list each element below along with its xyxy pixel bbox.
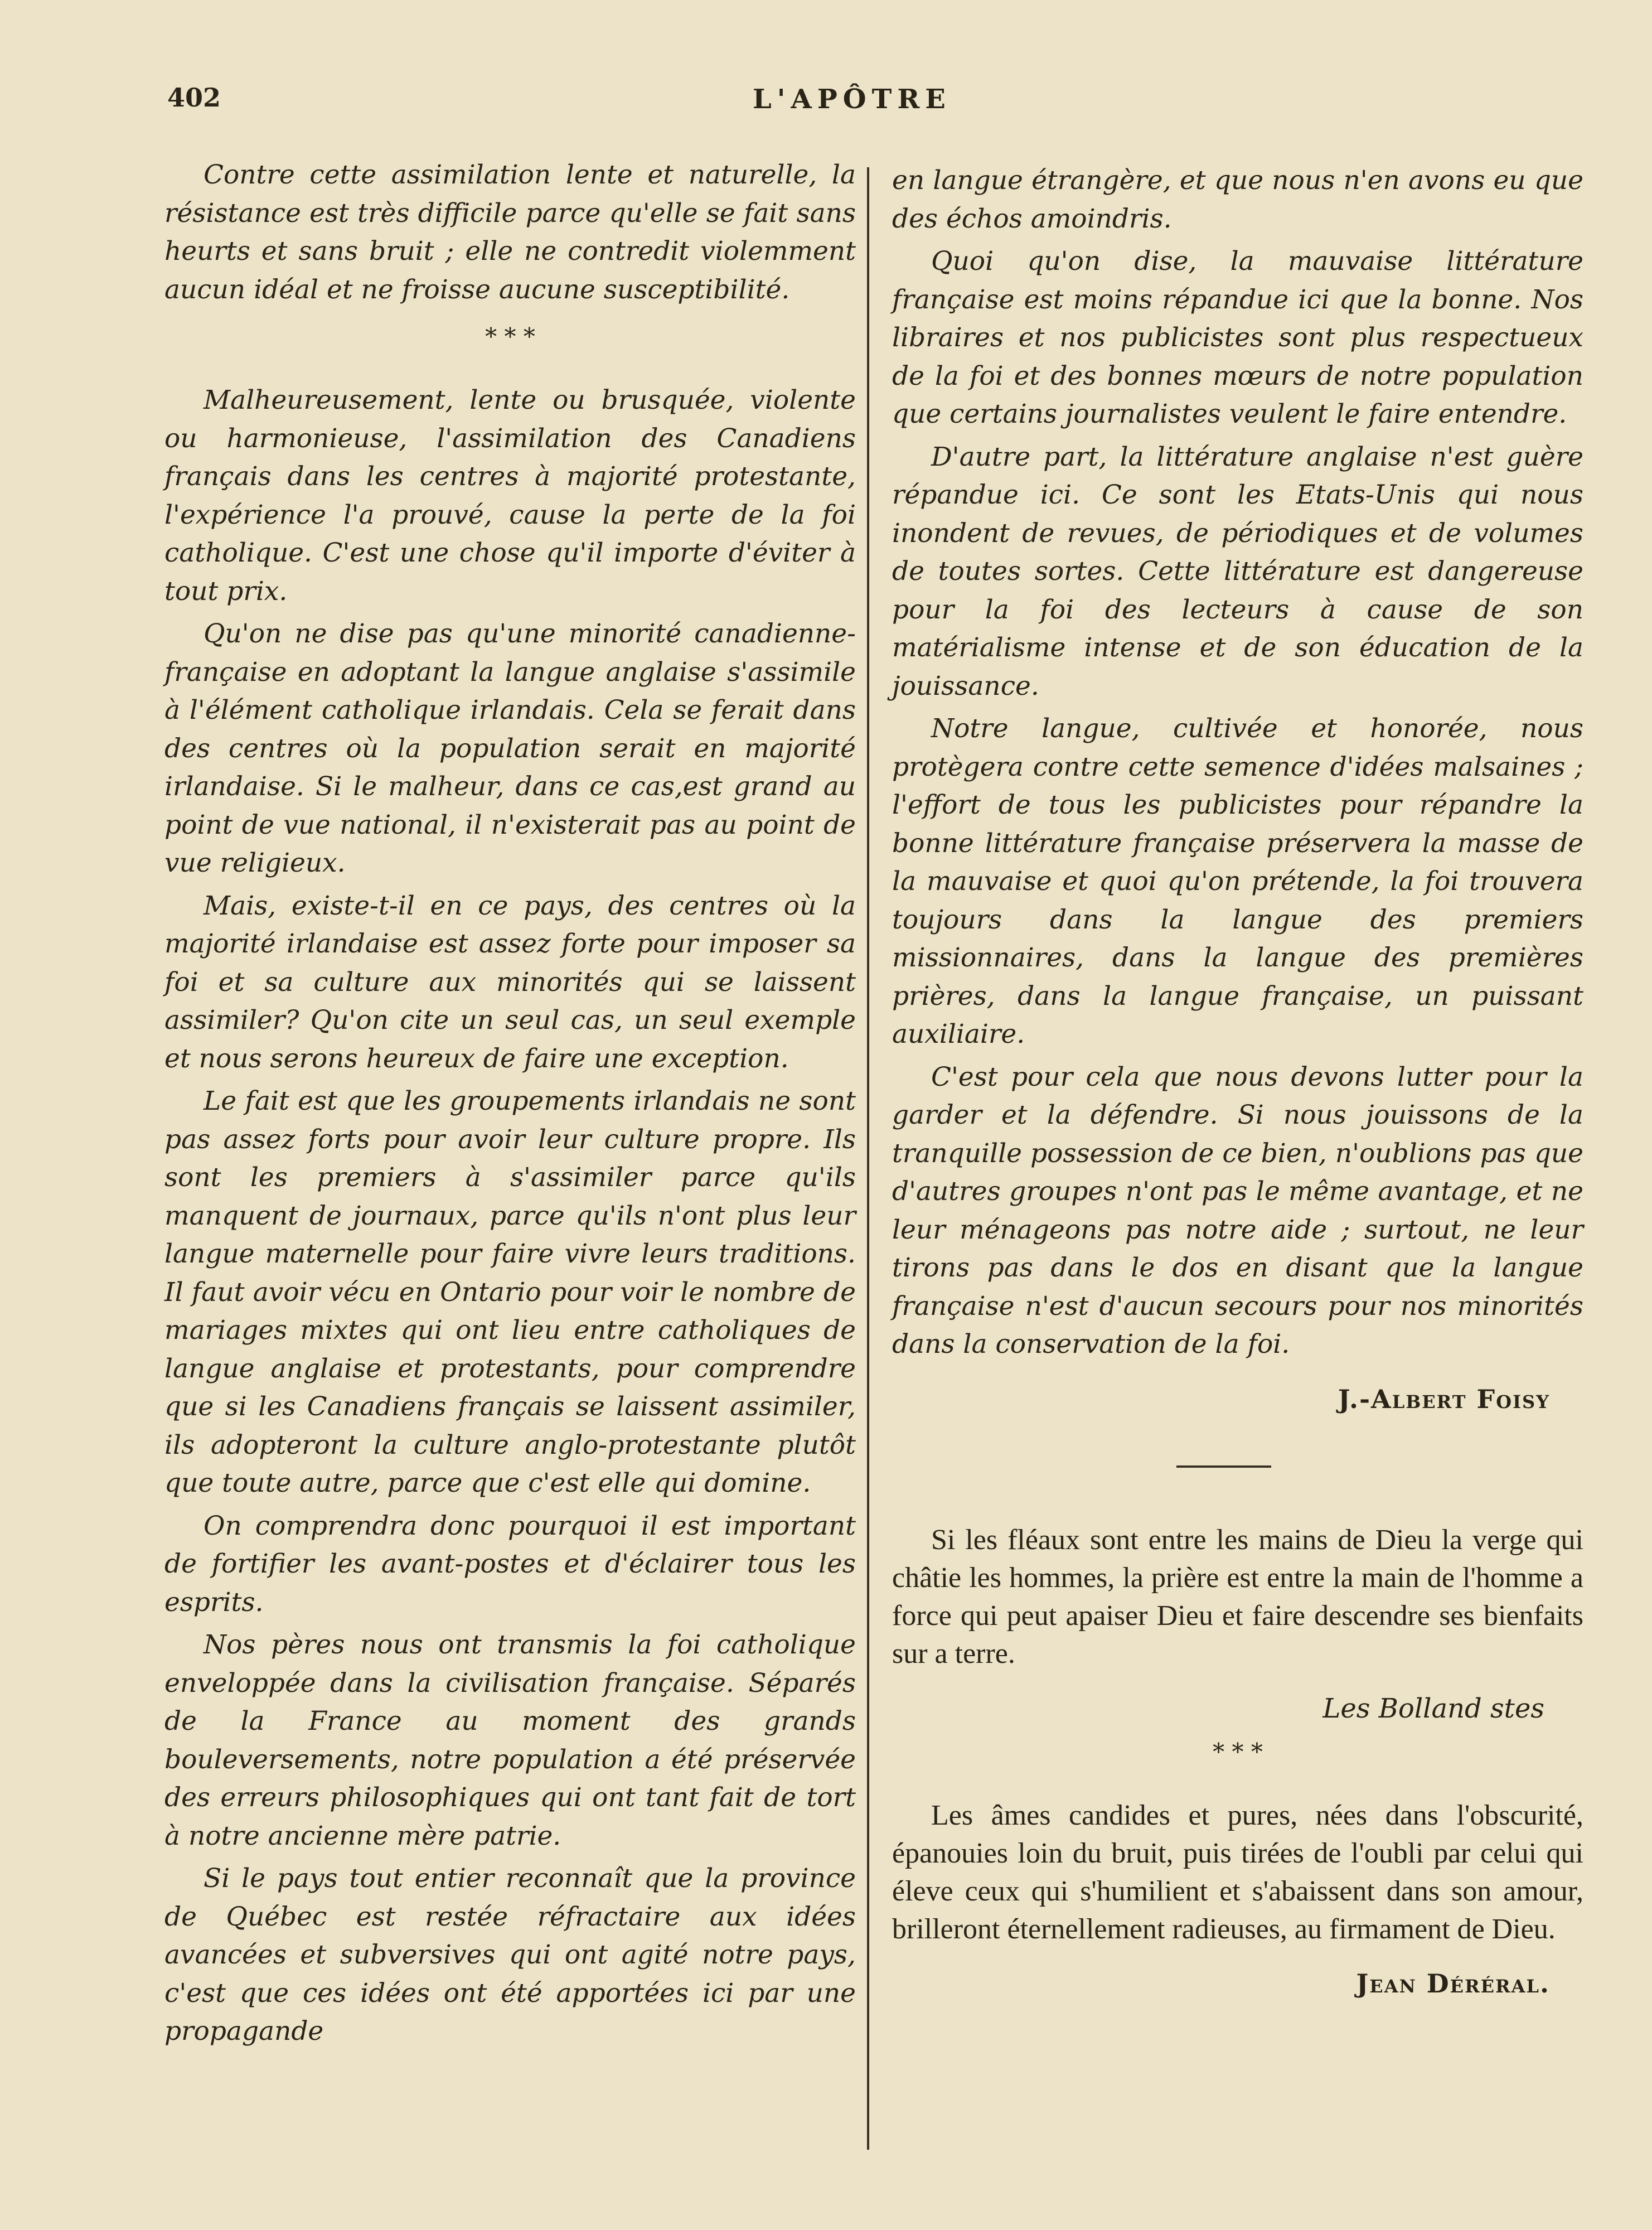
author-signature: Jean Déréral.: [1356, 1968, 1550, 1999]
section-rule: [1176, 1465, 1271, 1468]
paragraph: Quoi qu'on dise, la mauvaise littérature française est moins répandue ici que la bonne. Nos libraires et nos publicistes sont plus respectueux de la foi et des bonnes mœurs de notre population que certains journalistes veulent le faire entendre.: [892, 246, 1583, 429]
asterism: * * *: [1213, 1738, 1263, 1765]
paragraph: Qu'on ne dise pas qu'une minorité canadienne-française en adoptant la langue anglaise s'assimile à l'élément catholique irlandais. Cela se ferait dans des centres où la population serait en majorité irlandaise. Si le malheur, dans ce cas,est grand au point de vue national, il n'existerait pas au point de vue religieux.: [164, 618, 856, 878]
paragraph: Nos pères nous ont transmis la foi catholique enveloppée dans la civilisation française. Séparés de la France au moment des grands bouleversements, notre population a été préservée des erreurs philosophiques qui ont tant fait de tort à notre ancienne mère patrie.: [164, 1629, 856, 1851]
running-title: L'APÔTRE: [753, 84, 951, 115]
author-signature: J.-Albert Foisy: [1338, 1384, 1550, 1414]
page-number: 402: [167, 83, 221, 113]
left-column: [164, 156, 856, 2055]
quote-paragraph: Les âmes candides et pures, nées dans l'obscurité, épanouies loin du bruit, puis tirées de l'oubli par celui qui éleve ceux qui s'humilient et s'abaissent dans son amour, brilleront éternellement radieuses, au firmament de Dieu.: [892, 1799, 1583, 1945]
paragraph: Notre langue, cultivée et honorée, nous protègera contre cette semence d'idées malsaines ; l'effort de tous les publicistes pour répandre la bonne littérature française préservera la masse de la mauvaise et quoi qu'on prétende, la foi trouvera toujours dans la langue des premiers missionnaires, dans la langue des premières prières, dans la langue française, un puissant auxiliaire.: [892, 713, 1583, 1049]
paragraph: Malheureusement, lente ou brusquée, violente ou harmonieuse, l'assimilation des Canadiens français dans les centres à majorité protestante, l'expérience l'a prouvé, cause la perte de la foi catholique. C'est une chose qu'il importe d'éviter à tout prix.: [164, 385, 856, 607]
quote-paragraph: Si les fléaux sont entre les mains de Dieu la verge qui châtie les hommes, la prière est entre la main de l'homme a force qui peut apaiser Dieu et faire descendre ses bienfaits sur a terre.: [892, 1523, 1583, 1670]
paragraph: en langue étrangère, et que nous n'en avons eu que des échos amoindris.: [892, 165, 1583, 234]
paragraph: D'autre part, la littérature anglaise n'est guère répandue ici. Ce sont les Etats-Unis qui nous inondent de revues, de périodiques et de volumes de toutes sortes. Cette littérature est dangereuse pour la foi des lecteurs à cause de son matérialisme intense et de son éducation de la jouissance.: [892, 441, 1583, 702]
paragraph: Si le pays tout entier reconnaît que la province de Québec est restée réfractaire aux idées avancées et subversives qui ont agité notre pays, c'est que ces idées ont été apportées ici par une propagande: [164, 1863, 856, 2047]
right-column: [892, 162, 1583, 1999]
paragraph: Mais, existe-t-il en ce pays, des centres où la majorité irlandaise est assez forte pour imposer sa foi et sa culture aux minorités qui se laissent assimiler? Qu'on cite un seul cas, un seul exemple et nous serons heureux de faire une exception.: [164, 890, 856, 1074]
asterism: * * *: [485, 323, 535, 350]
paragraph: Le fait est que les groupements irlandais ne sont pas assez forts pour avoir leur culture propre. Ils sont les premiers à s'assimiler parce qu'ils manquent de journaux, parce qu'ils n'ont plus leur langue maternelle pour faire vivre leurs traditions. Il faut avoir vécu en Ontario pour voir le nombre de mariages mixtes qui ont lieu entre catholiques de langue anglaise et protestants, pour comprendre que si les Canadiens français se laissent assimiler, ils adopteront la culture anglo-protestante plutôt que toute autre, parce que c'est elle qui domine.: [164, 1086, 856, 1498]
quote-attribution: Les Bolland stes: [1322, 1692, 1544, 1724]
column-divider: [867, 167, 869, 2150]
paragraph: On comprendra donc pourquoi il est important de fortifier les avant-postes et d'éclairer tous les esprits.: [164, 1510, 856, 1618]
paragraph: Contre cette assimilation lente et naturelle, la résistance est très difficile parce qu'elle se fait sans heurts et sans bruit ; elle ne contredit violemment aucun idéal et ne froisse aucune susceptibilité.: [164, 159, 856, 305]
paragraph: C'est pour cela que nous devons lutter pour la garder et la défendre. Si nous jouissons de la tranquille possession de ce bien, n'oublions pas que d'autres groupes n'ont pas le même avantage, et ne leur ménageons pas notre aide ; surtout, ne leur tirons pas dans le dos en disant que la langue française n'est d'aucun secours pour nos minorités dans la conservation de la foi.: [892, 1061, 1583, 1360]
